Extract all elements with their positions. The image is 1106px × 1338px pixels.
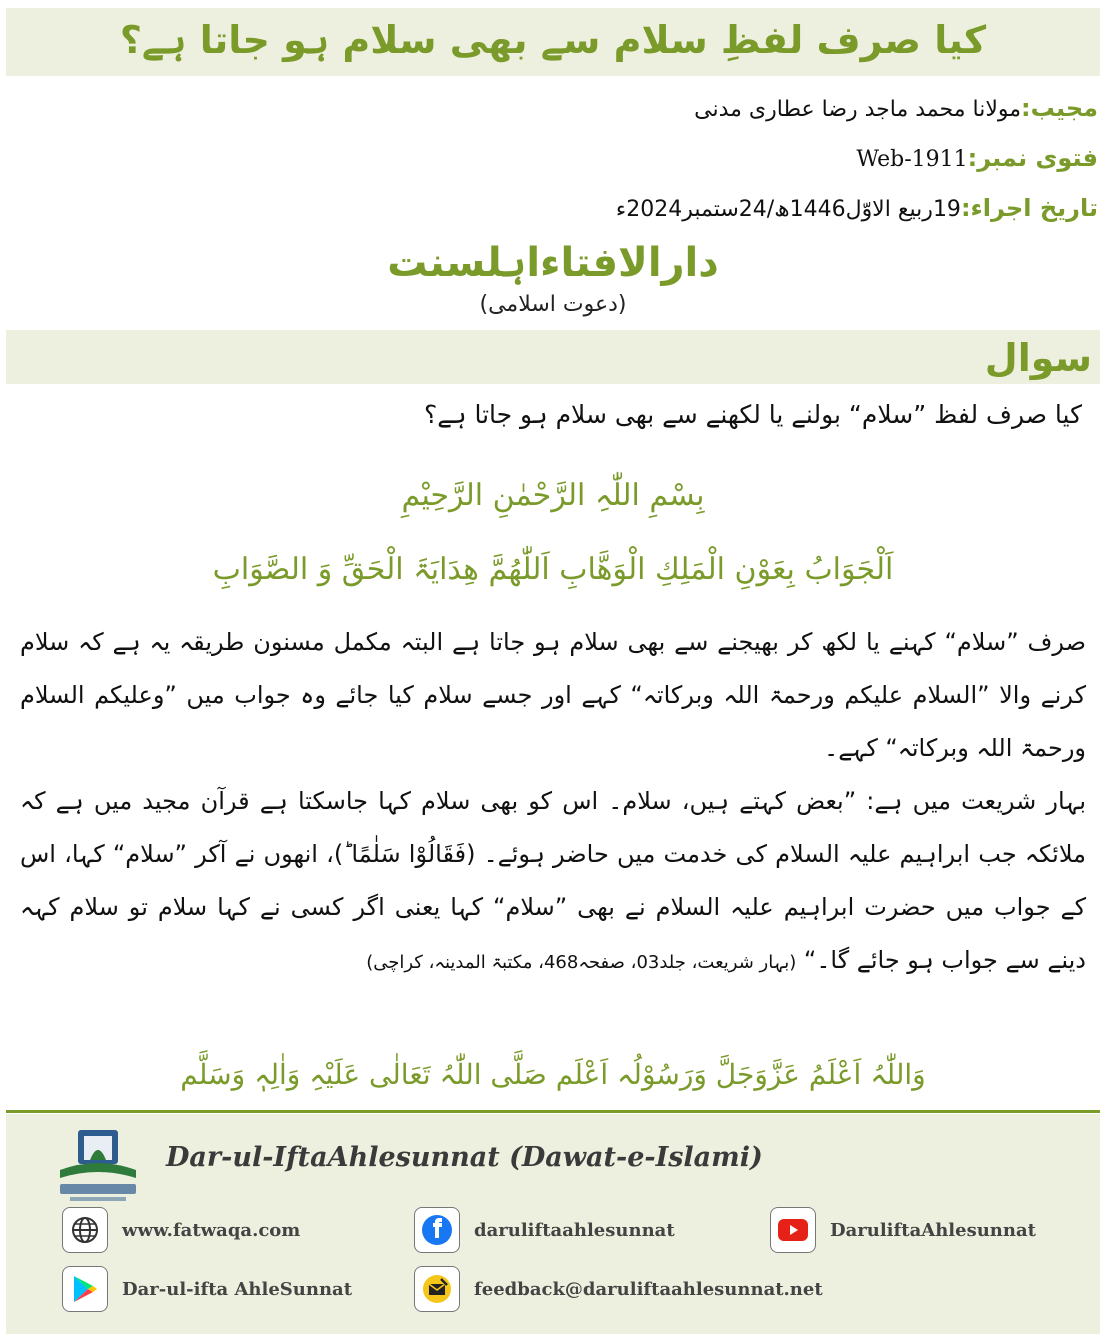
org-title: دارالافتاءاہلسنت: [387, 240, 719, 286]
youtube-link[interactable]: [770, 1207, 1036, 1253]
question-band: [6, 330, 1100, 384]
fatwa-number-value: Web-1911: [856, 147, 968, 172]
email-text: feedback@daruliftaahlesunnat.net: [474, 1278, 823, 1300]
org-subtitle: (دعوت اسلامی): [479, 292, 627, 317]
answer-paragraph-2: [20, 775, 1086, 989]
issue-date-value: 19ربیع الاوّل1446ھ/24ستمبر2024ء: [615, 197, 961, 222]
issue-date-row: [8, 194, 1098, 222]
globe-icon: [62, 1207, 108, 1253]
footer-divider: [6, 1110, 1100, 1113]
website-link[interactable]: [62, 1207, 300, 1253]
answer-body: [20, 616, 1086, 989]
answer-paragraph-1: صرف ”سلام“ کہنے یا لکھ کر بھیجنے سے بھی سلام ہو جاتا ہے البتہ مکمل مسنون طریقہ یہ ہے کہ سلام کرنے والا ”السلام علیکم ورحمۃ اللہ وبرکاتہ“ کہے اور جسے سلام کیا جائے وہ جواب میں ”وعلیکم السلام ورحمۃ اللہ وبرکاتہ“ کہے۔: [20, 628, 1086, 762]
page-title: کیا صرف لفظِ سلام سے بھی سلام ہو جاتا ہے؟: [119, 18, 987, 62]
darul-ifta-logo-icon: [52, 1126, 144, 1206]
youtube-text: DaruliftaAhlesunnat: [830, 1219, 1036, 1241]
mujeeb-row: [8, 94, 1098, 122]
website-text: www.fatwaqa.com: [122, 1219, 301, 1241]
app-text: Dar-ul-ifta AhleSunnat: [122, 1278, 353, 1300]
answer-opening: اَلْجَوَابُ بِعَوْنِ الْمَلِكِ الْوَھَّابِ اَللّٰھُمَّ ھِدَایَۃَ الْحَقِّ وَ الصَّوَابِ: [212, 552, 894, 587]
title-band: [6, 8, 1100, 76]
play-store-link[interactable]: [62, 1266, 352, 1312]
issue-date-label: تاریخ اجراء:: [960, 194, 1098, 222]
question-heading: سوال: [984, 336, 1092, 380]
email-link[interactable]: [414, 1266, 823, 1312]
closing-dua: وَاللّٰہُ اَعْلَمُ عَزَّوَجَلَّ وَرَسُوْلُہ اَعْلَم صَلَّی اللّٰہُ تَعَالٰی عَلَیْہِ وَاٰلِہٖ وَسَلَّم: [180, 1058, 926, 1091]
footer: [6, 1114, 1100, 1334]
mujeeb-value: مولانا محمد ماجد رضا عطاری مدنی: [694, 97, 1022, 122]
play-store-icon: [62, 1266, 108, 1312]
bismillah: بِسْمِ اللّٰہِ الرَّحْمٰنِ الرَّحِیْمِ: [401, 478, 705, 513]
answer-quote: بہار شریعت میں ہے: ”بعض کہتے ہیں، سلام۔ اس کو بھی سلام کہا جاسکتا ہے قرآن مجید میں ہے کہ ملائکہ جب ابراہیم علیہ السلام کی خدمت میں حاضر ہوئے۔ (فَقَالُوْا سَلٰمًا ؕ)، انھوں نے آکر ”سلام“ کہا، اس کے جواب میں حضرت ابراہیم علیہ السلام نے بھی ”سلام“ کہا یعنی اگر کسی نے کہا سلام تو سلام کہہ دینے سے جواب ہو جائے گا۔“: [20, 787, 1086, 974]
facebook-icon: [414, 1207, 460, 1253]
feedback-mail-icon: [414, 1266, 460, 1312]
facebook-text: daruliftaahlesunnat: [474, 1219, 675, 1241]
fatwa-number-row: [8, 144, 1098, 172]
answer-reference: (بہار شریعت، جلد03، صفحہ468، مکتبۃ المدینہ، کراچی): [366, 952, 797, 973]
mujeeb-label: مجیب:: [1021, 94, 1098, 122]
question-text: کیا صرف لفظ ”سلام“ بولنے یا لکھنے سے بھی سلام ہو جاتا ہے؟: [423, 400, 1082, 429]
youtube-icon: [770, 1207, 816, 1253]
footer-title: Dar-ul-IftaAhlesunnat (Dawat-e-Islami): [166, 1142, 763, 1173]
fatwa-number-label: فتوی نمبر:: [967, 144, 1098, 172]
facebook-link[interactable]: [414, 1207, 675, 1253]
